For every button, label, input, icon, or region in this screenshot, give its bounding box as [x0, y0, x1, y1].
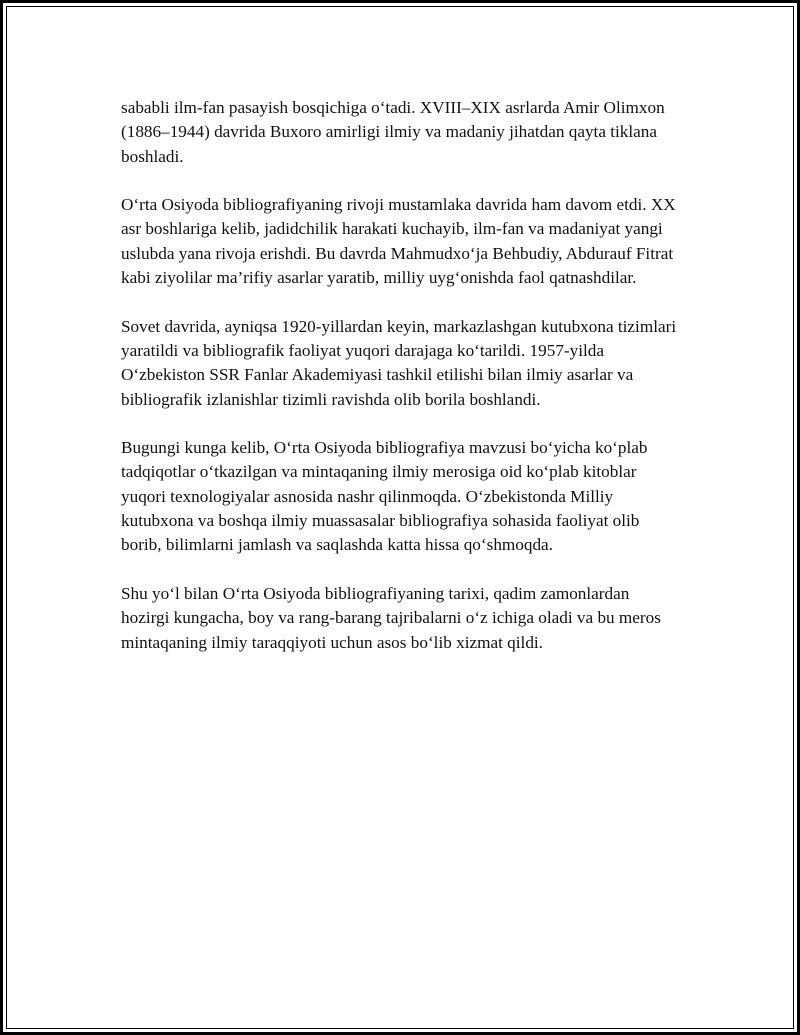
paragraph-4: Bugungi kunga kelib, O‘rta Osiyoda bibliografiya mavzusi bo‘yicha ko‘plab tadqiqotlar o‘tkazilgan va mintaqaning ilmiy merosiga oid ko‘plab kitoblar yuqori texnologiyalar asnosida nashr qilinmoqda. O‘zbekistonda Milliy kutubxona va boshqa ilmiy muassasalar bibliografiya sohasida faoliyat olib borib, bilimlarni jamlash va saqlashda katta hissa qo‘shmoqda. [121, 438, 648, 555]
paragraph-1: sababli ilm-fan pasayish bosqichiga o‘tadi. XVIII–XIX asrlarda Amir Olimxon (1886–1944) davrida Buxoro amirligi ilmiy va madaniy jihatdan qayta tiklana boshladi. [121, 98, 665, 166]
document-body [121, 96, 681, 679]
paragraph-2: O‘rta Osiyoda bibliografiyaning rivoji mustamlaka davrida ham davom etdi. XX asr boshlariga kelib, jadidchilik harakati kuchayib, ilm-fan va madaniyat yangi uslubda yana rivoja erishdi. Bu davrda Mahmudxo‘ja Behbudiy, Abdurauf Fitrat kabi ziyolilar ma’rifiy asarlar yaratib, milliy uyg‘onishda faol qatnashdilar. [121, 195, 676, 288]
paragraph-5: Shu yo‘l bilan O‘rta Osiyoda bibliografiyaning tarixi, qadim zamonlardan hozirgi kungacha, boy va rang-barang tajribalarni o‘z ichiga oladi va bu meros mintaqaning ilmiy taraqqiyoti uchun asos bo‘lib xizmat qildi. [121, 583, 661, 652]
paragraph-3: Sovet davrida, ayniqsa 1920-yillardan keyin, markazlashgan kutubxona tizimlari yaratildi va bibliografik faoliyat yuqori darajaga ko‘tarildi. 1957-yilda O‘zbekiston SSR Fanlar Akademiyasi tashkil etilishi bilan ilmiy asarlar va bibliografik izlanishlar tizimli ravishda olib borila boshlandi. [121, 316, 677, 409]
